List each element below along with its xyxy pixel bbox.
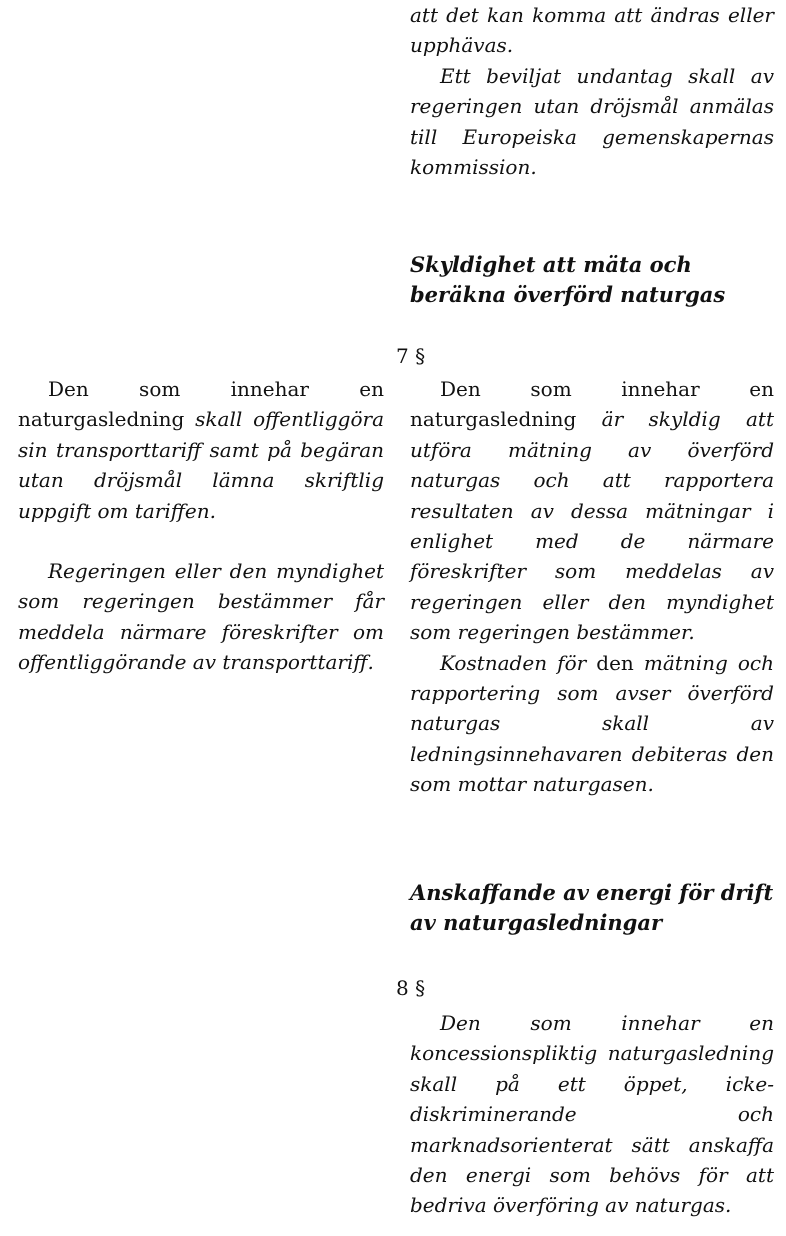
left-paragraph-tariff-italic: skall offentliggöra sin transporttariff samt på begäran utan dröjsmål lämna skriftlig uppgift om tariffen. <box>18 407 384 523</box>
right-section-7-block <box>410 374 774 800</box>
right-paragraph-measurement-upright: Den som innehar en naturgasledning <box>410 377 774 432</box>
right-paragraph-measurement <box>410 374 774 648</box>
right-paragraph-cost-italic-2: mätning och rapportering som avser överförd naturgas skall av ledningsinnehavaren debiteras den som mottar naturgasen. <box>410 650 774 797</box>
left-paragraph-tariff <box>18 374 384 526</box>
exemption-paragraph: Ett beviljat undantag skall av regeringen utan dröjsmål anmälas till Europeiska gemenskapernas kommission. <box>410 63 774 180</box>
section-heading-energy: Anskaffande av energi för drift av naturgasledningar <box>410 880 774 935</box>
right-paragraph-measurement-italic: är skyldig att utföra mätning av överförd naturgas och att rapportera resultaten av dessa mätningar i enlighet med de närmare föreskrifter som meddelas av regeringen eller den myndighet som regeringen bestämmer. <box>410 407 775 645</box>
left-column-block <box>18 374 384 678</box>
right-paragraph-cost <box>410 648 774 800</box>
left-paragraph-tariff-upright: Den som innehar en naturgasledning <box>18 377 384 432</box>
continuation-text: att det kan komma att ändras eller upphävas. <box>410 3 774 58</box>
heading-block-7 <box>410 250 774 310</box>
heading-block-8 <box>410 878 774 938</box>
right-paragraph-energy: Den som innehar en koncessionspliktig naturgasledning skall på ett öppet, icke-diskriminerande och marknadsorienterat sätt anskaffa den energi som behövs för att bedriva överföring av naturgas. <box>410 1011 774 1218</box>
section-number-7: 7 § <box>396 344 426 368</box>
right-section-8-block <box>410 1008 774 1221</box>
right-paragraph-cost-italic-1: Kostnaden för <box>440 650 587 675</box>
right-top-block <box>410 0 774 182</box>
section-number-8: 8 § <box>396 976 426 1000</box>
section-heading-measurement: Skyldighet att mäta och beräkna överförd naturgas <box>410 252 726 307</box>
left-paragraph-regulation: Regeringen eller den myndighet som regeringen bestämmer får meddela närmare föreskrifter om offentliggörande av transporttariff. <box>18 559 384 675</box>
right-paragraph-cost-upright: den <box>596 650 634 675</box>
